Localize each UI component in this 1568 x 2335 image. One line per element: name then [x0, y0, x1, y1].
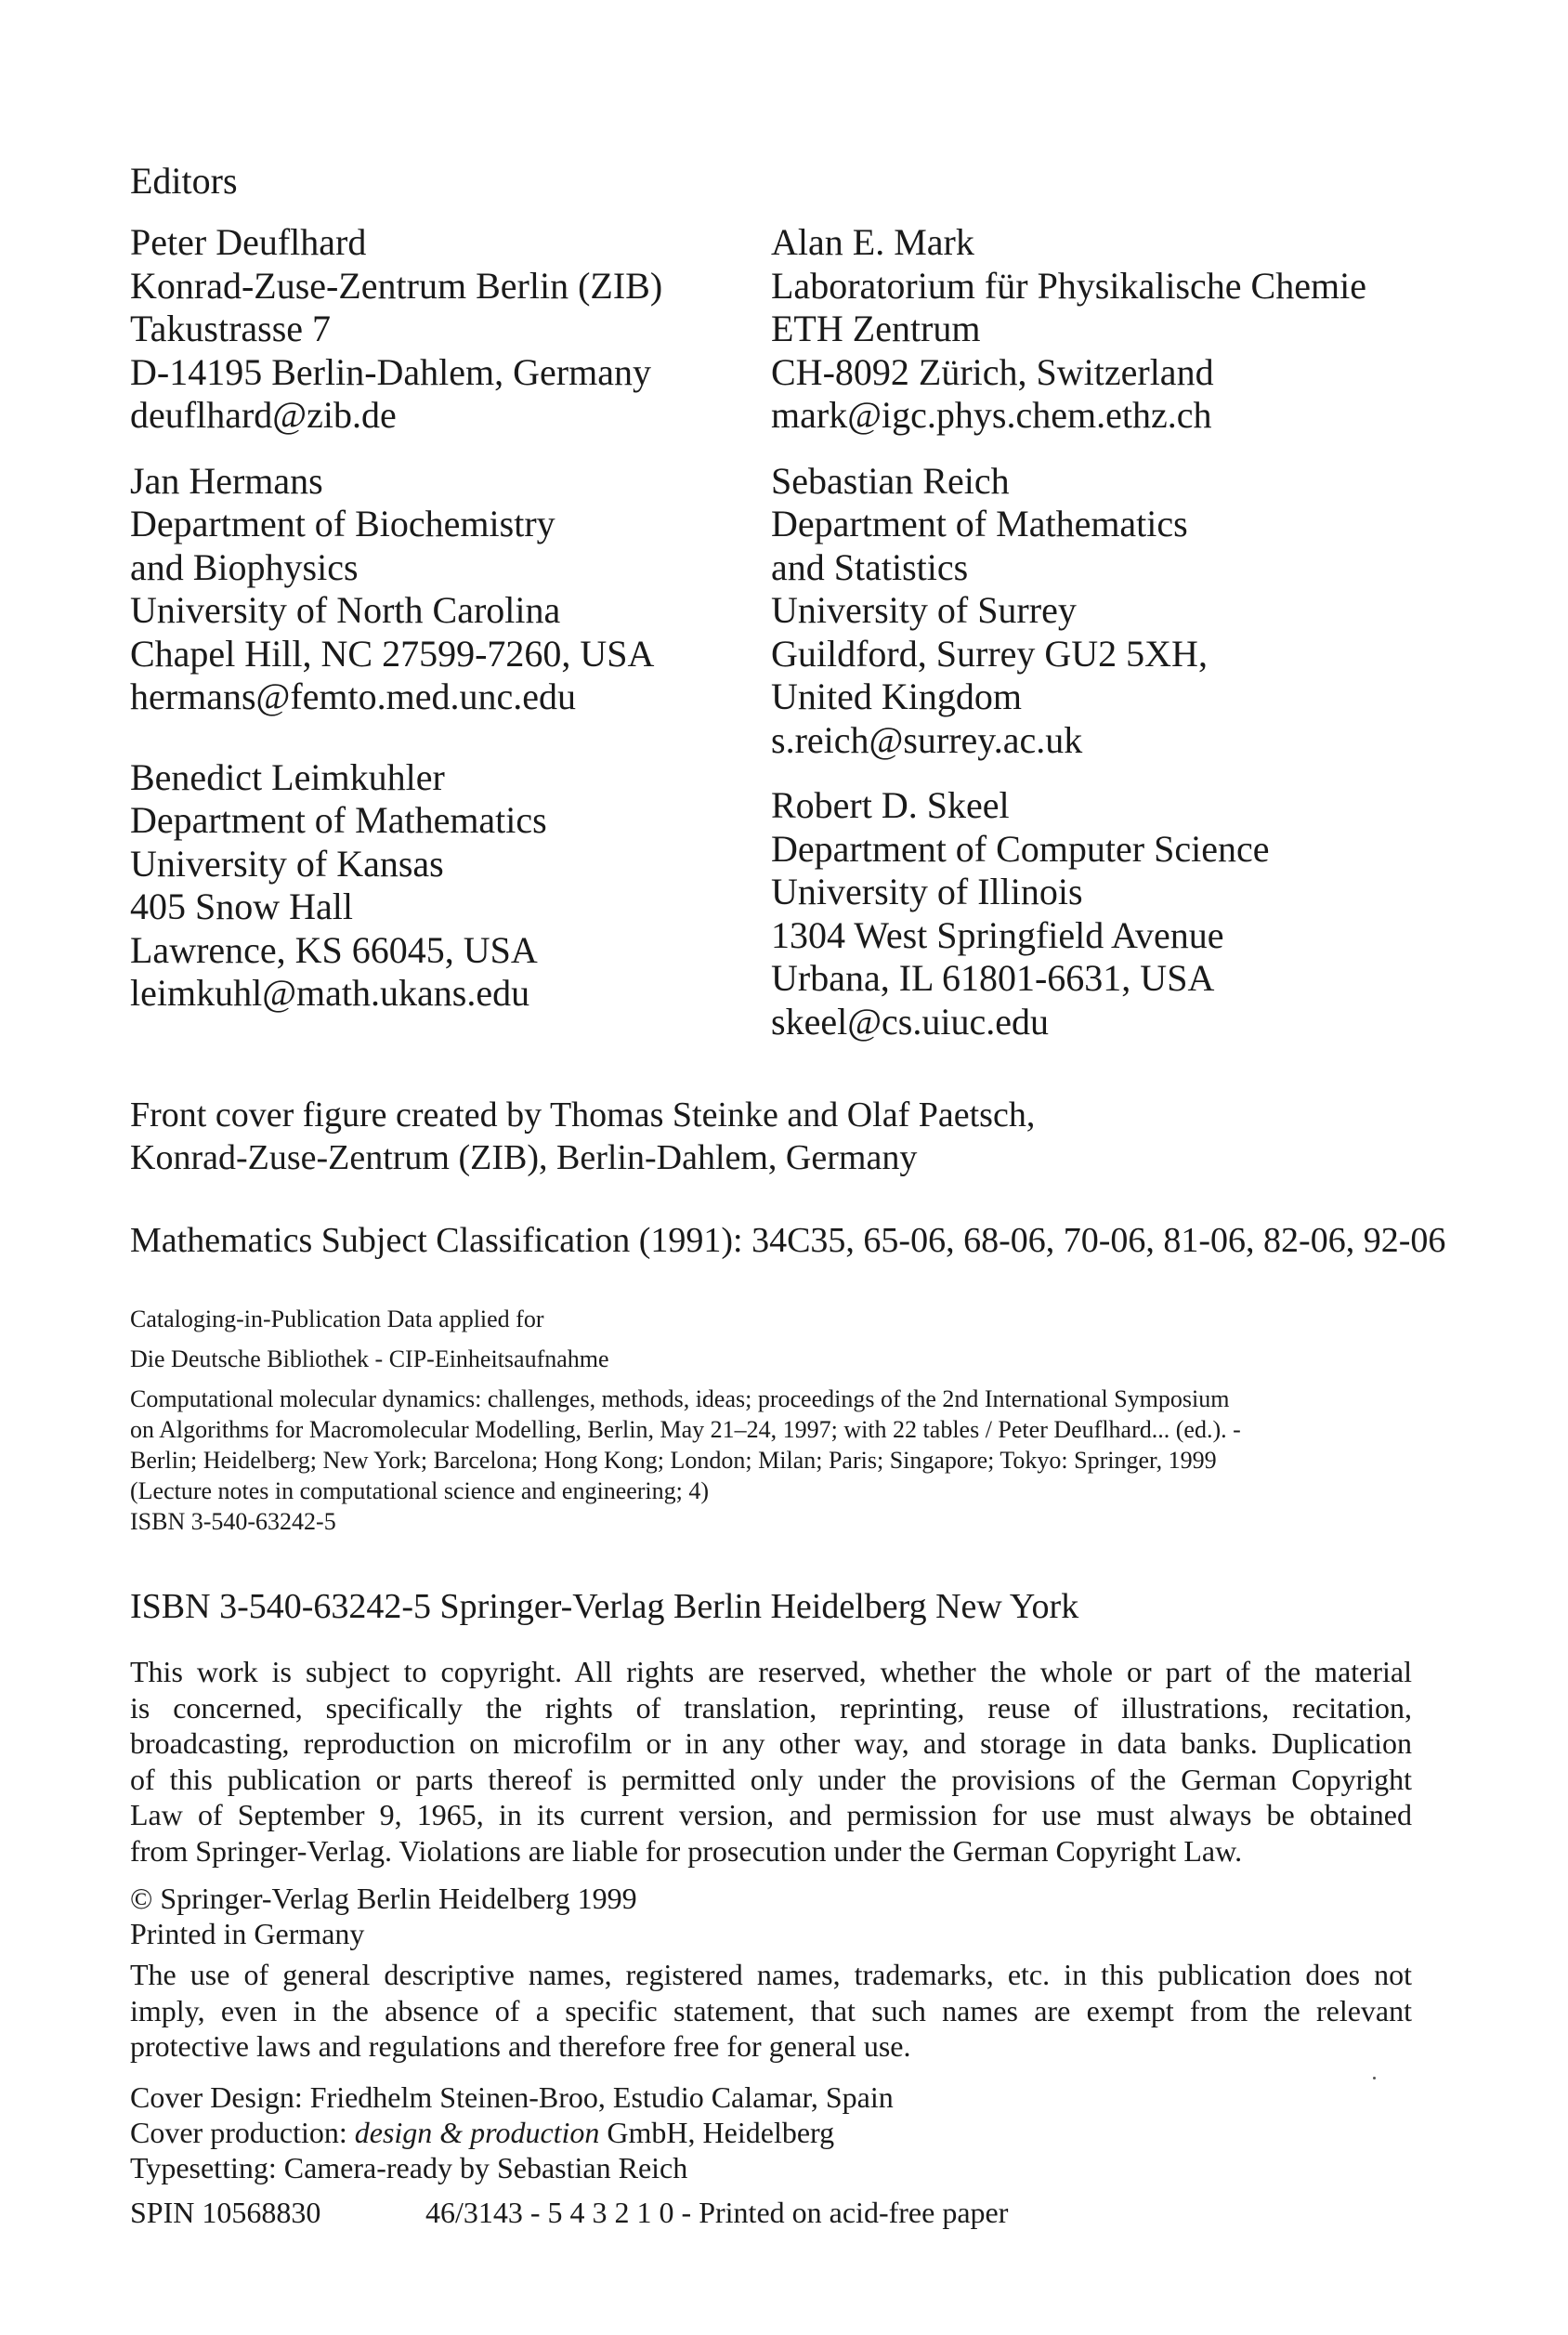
editor-affiliation-line: Konrad-Zuse-Zentrum Berlin (ZIB): [130, 264, 663, 307]
scan-speck: [1373, 2077, 1376, 2079]
editor-email: leimkuhl@math.ukans.edu: [130, 972, 530, 1014]
editor-email: skeel@cs.uiuc.edu: [771, 1000, 1049, 1043]
editor-affiliation-line: United Kingdom: [771, 676, 1022, 717]
cip-record-line: on Algorithms for Macromolecular Modelling, Berlin, May 21–24, 1997; with 22 tables / Peter Deuflhard... (ed.). -: [130, 1416, 1241, 1443]
editor-email: s.reich@surrey.ac.uk: [771, 718, 1083, 761]
cover-production-credit: [130, 2115, 894, 2150]
trademark-notice-line: The use of general descriptive names, registered names, trademarks, etc. in this publication does not: [130, 1958, 1412, 1991]
cover-credit-line: Konrad-Zuse-Zentrum (ZIB), Berlin-Dahlem, Germany: [130, 1138, 918, 1177]
editor-block: [130, 756, 725, 1016]
editor-affiliation-line: Department of Mathematics: [771, 503, 1188, 544]
cover-production-suffix: GmbH, Heidelberg: [599, 2116, 835, 2149]
spin-line: [130, 2195, 1008, 2230]
editor-affiliation-line: Laboratorium für Physikalische Chemie: [771, 264, 1366, 307]
typesetting-credit: Typesetting: Camera-ready by Sebastian Reich: [130, 2151, 688, 2184]
trademark-notice: [130, 1957, 1412, 2065]
cip-applied: Cataloging-in-Publication Data applied for: [130, 1305, 544, 1332]
editors-heading: Editors: [130, 160, 238, 202]
cover-production-company: design & production: [354, 2116, 600, 2149]
editor-block: [130, 460, 725, 719]
copyright-statement: [130, 1881, 637, 1951]
production-credits: [130, 2079, 894, 2185]
cover-production-prefix: Cover production:: [130, 2116, 355, 2149]
editor-name: Jan Hermans: [130, 459, 323, 502]
editor-affiliation-line: Takustrasse 7: [130, 308, 332, 349]
editor-email: mark@igc.phys.chem.ethz.ch: [771, 394, 1212, 436]
cover-credit-line: Front cover figure created by Thomas Steinke and Olaf Paetsch,: [130, 1095, 1036, 1135]
editor-affiliation-line: 1304 West Springfield Avenue: [771, 913, 1224, 956]
editor-affiliation-line: Chapel Hill, NC 27599-7260, USA: [130, 632, 655, 675]
editor-affiliation-line: and Biophysics: [130, 545, 359, 588]
editor-affiliation-line: 405 Snow Hall: [130, 885, 353, 927]
trademark-notice-line: imply, even in the absence of a specific statement, that such names are exempt from the relevant: [130, 1993, 1412, 2027]
editor-email: hermans@femto.med.unc.edu: [130, 676, 577, 717]
cover-figure-credit: [130, 1094, 1035, 1179]
copyright-notice-line: Law of September 9, 1965, in its current version, and permission for use must always be obtained: [130, 1798, 1412, 1831]
editor-email: deuflhard@zib.de: [130, 394, 397, 436]
editor-affiliation-line: Department of Mathematics: [130, 799, 547, 841]
cip-isbn: ISBN 3-540-63242-5: [130, 1508, 336, 1535]
cover-design-credit: Cover Design: Friedhelm Steinen-Broo, Estudio Calamar, Spain: [130, 2080, 894, 2114]
spin-number: SPIN 10568830: [130, 2196, 321, 2229]
editor-affiliation-line: Department of Computer Science: [771, 827, 1270, 870]
editor-name: Peter Deuflhard: [130, 221, 367, 263]
editor-block: [771, 460, 1477, 763]
editor-block: [771, 784, 1477, 1043]
subject-classification: Mathematics Subject Classification (1991): 34C35, 65-06, 68-06, 70-06, 81-06, 82-06, 92-06: [130, 1221, 1446, 1260]
cip-bibliothek: Die Deutsche Bibliothek - CIP-Einheitsaufnahme: [130, 1345, 609, 1372]
cip-record-line: Berlin; Heidelberg; New York; Barcelona; Hong Kong; London; Milan; Paris; Singapore; Tokyo: Springer, 1999: [130, 1447, 1217, 1474]
editor-affiliation-line: and Statistics: [771, 545, 969, 588]
isbn-publisher-line: ISBN 3-540-63242-5 Springer-Verlag Berlin Heidelberg New York: [130, 1587, 1079, 1626]
printed-in: Printed in Germany: [130, 1917, 365, 1950]
editors-right-column: [771, 221, 1477, 1066]
trademark-notice-line: protective laws and regulations and therefore free for general use.: [130, 2029, 911, 2063]
copyright-notice-line: This work is subject to copyright. All rights are reserved, whether the whole or part of the material: [130, 1655, 1412, 1688]
editor-affiliation-line: University of Surrey: [771, 589, 1077, 631]
editor-name: Sebastian Reich: [771, 459, 1010, 502]
editor-name: Robert D. Skeel: [771, 784, 1010, 826]
editor-affiliation-line: Guildford, Surrey GU2 5XH,: [771, 632, 1208, 675]
cip-data: [130, 1304, 1412, 1537]
editor-affiliation-line: University of Illinois: [771, 871, 1083, 912]
editor-affiliation-line: D-14195 Berlin-Dahlem, Germany: [130, 350, 651, 393]
editor-affiliation-line: ETH Zentrum: [771, 308, 981, 349]
editor-block: [771, 221, 1477, 438]
editor-block: [130, 221, 725, 438]
copyright-notice: [130, 1654, 1412, 1869]
editor-affiliation-line: University of North Carolina: [130, 589, 561, 631]
print-run-line: 46/3143 - 5 4 3 2 1 0 - Printed on acid-free paper: [425, 2196, 1009, 2229]
editors-left-column: [130, 221, 725, 1038]
copyright-notice-line: broadcasting, reproduction on microfilm or in any other way, and storage in data banks. Duplication: [130, 1726, 1412, 1760]
copyright-notice-line: from Springer-Verlag. Violations are liable for prosecution under the German Copyright Law.: [130, 1833, 1243, 1868]
copyright-notice-line: of this publication or parts thereof is permitted only under the provisions of the German Copyright: [130, 1762, 1412, 1796]
editor-name: Alan E. Mark: [771, 221, 974, 263]
editor-name: Benedict Leimkuhler: [130, 755, 445, 798]
cip-record-line: Computational molecular dynamics: challenges, methods, ideas; proceedings of the 2nd International Symposium: [130, 1385, 1230, 1412]
copyright-notice-line: is concerned, specifically the rights of translation, reprinting, reuse of illustrations, recitation,: [130, 1690, 1412, 1725]
copyright-holder: © Springer-Verlag Berlin Heidelberg 1999: [130, 1882, 637, 1915]
editor-affiliation-line: Department of Biochemistry: [130, 503, 555, 544]
cip-record: [130, 1384, 1412, 1537]
cip-record-line: (Lecture notes in computational science and engineering; 4): [130, 1477, 710, 1504]
editor-affiliation-line: Lawrence, KS 66045, USA: [130, 928, 538, 971]
editor-affiliation-line: Urbana, IL 61801-6631, USA: [771, 957, 1215, 999]
editor-affiliation-line: CH-8092 Zürich, Switzerland: [771, 350, 1214, 393]
editor-affiliation-line: University of Kansas: [130, 842, 444, 885]
